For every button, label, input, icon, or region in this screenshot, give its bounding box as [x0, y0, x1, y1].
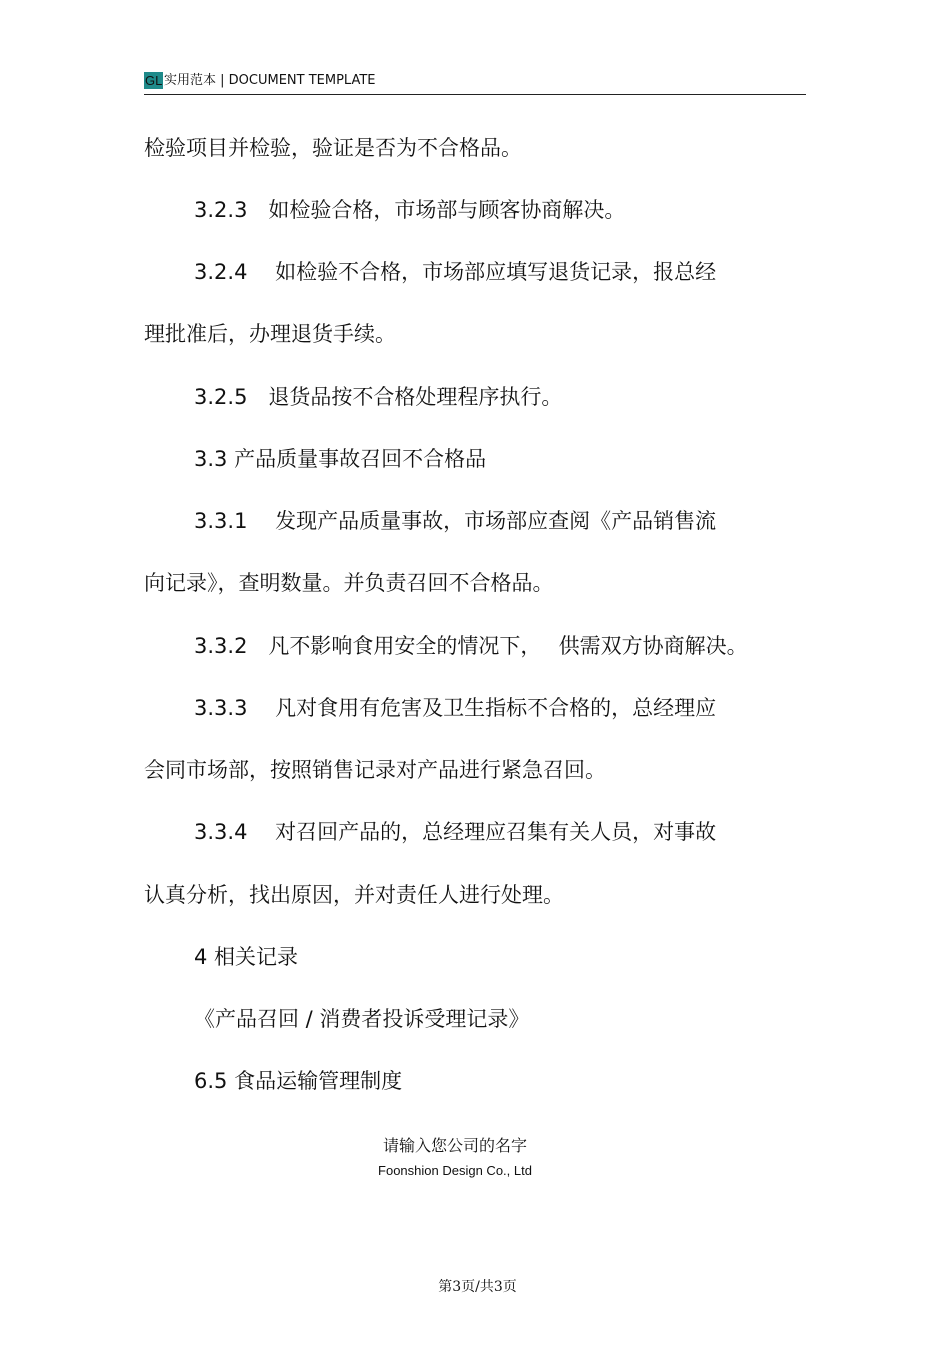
body-line: 3.3.2 凡不影响食用安全的情况下， 供需双方协商解决。: [194, 634, 748, 658]
company-name-cn: 请输入您公司的名字: [382, 1136, 527, 1155]
body-line: 检验项目并检验，验证是否为不合格品。: [144, 136, 522, 160]
section-heading: 6.5 食品运输管理制度: [194, 1069, 403, 1093]
body-line: 3.2.3 如检验合格，市场部与顾客协商解决。: [194, 198, 626, 222]
body-line: 3.2.5 退货品按不合格处理程序执行。: [194, 385, 563, 409]
body-line: 3.3.3 凡对食用有危害及卫生指标不合格的，总经理应: [194, 696, 717, 720]
body-line: 3.3.4 对召回产品的，总经理应召集有关人员，对事故: [194, 820, 717, 844]
body-line: 向记录》，查明数量。并负责召回不合格品。: [144, 571, 554, 595]
document-header: [144, 70, 806, 95]
gl-logo: GL: [145, 73, 163, 88]
header-title: 实用范本 | DOCUMENT TEMPLATE: [164, 73, 376, 88]
section-heading: 4 相关记录: [194, 945, 299, 969]
body-line: 理批准后，办理退货手续。: [144, 322, 396, 346]
record-title: 《产品召回 / 消费者投诉受理记录》: [194, 1007, 530, 1031]
company-name-en: Foonshion Design Co., Ltd: [378, 1163, 532, 1178]
body-line: 3.2.4 如检验不合格，市场部应填写退货记录，报总经: [194, 260, 717, 284]
body-line: 认真分析，找出原因，并对责任人进行处理。: [144, 883, 564, 907]
section-heading: 3.3 产品质量事故召回不合格品: [194, 447, 487, 471]
page-number: 第3页/共3页: [438, 1279, 517, 1295]
body-line: 3.3.1 发现产品质量事故，市场部应查阅《产品销售流: [194, 509, 717, 533]
body-line: 会同市场部，按照销售记录对产品进行紧急召回。: [144, 758, 606, 782]
